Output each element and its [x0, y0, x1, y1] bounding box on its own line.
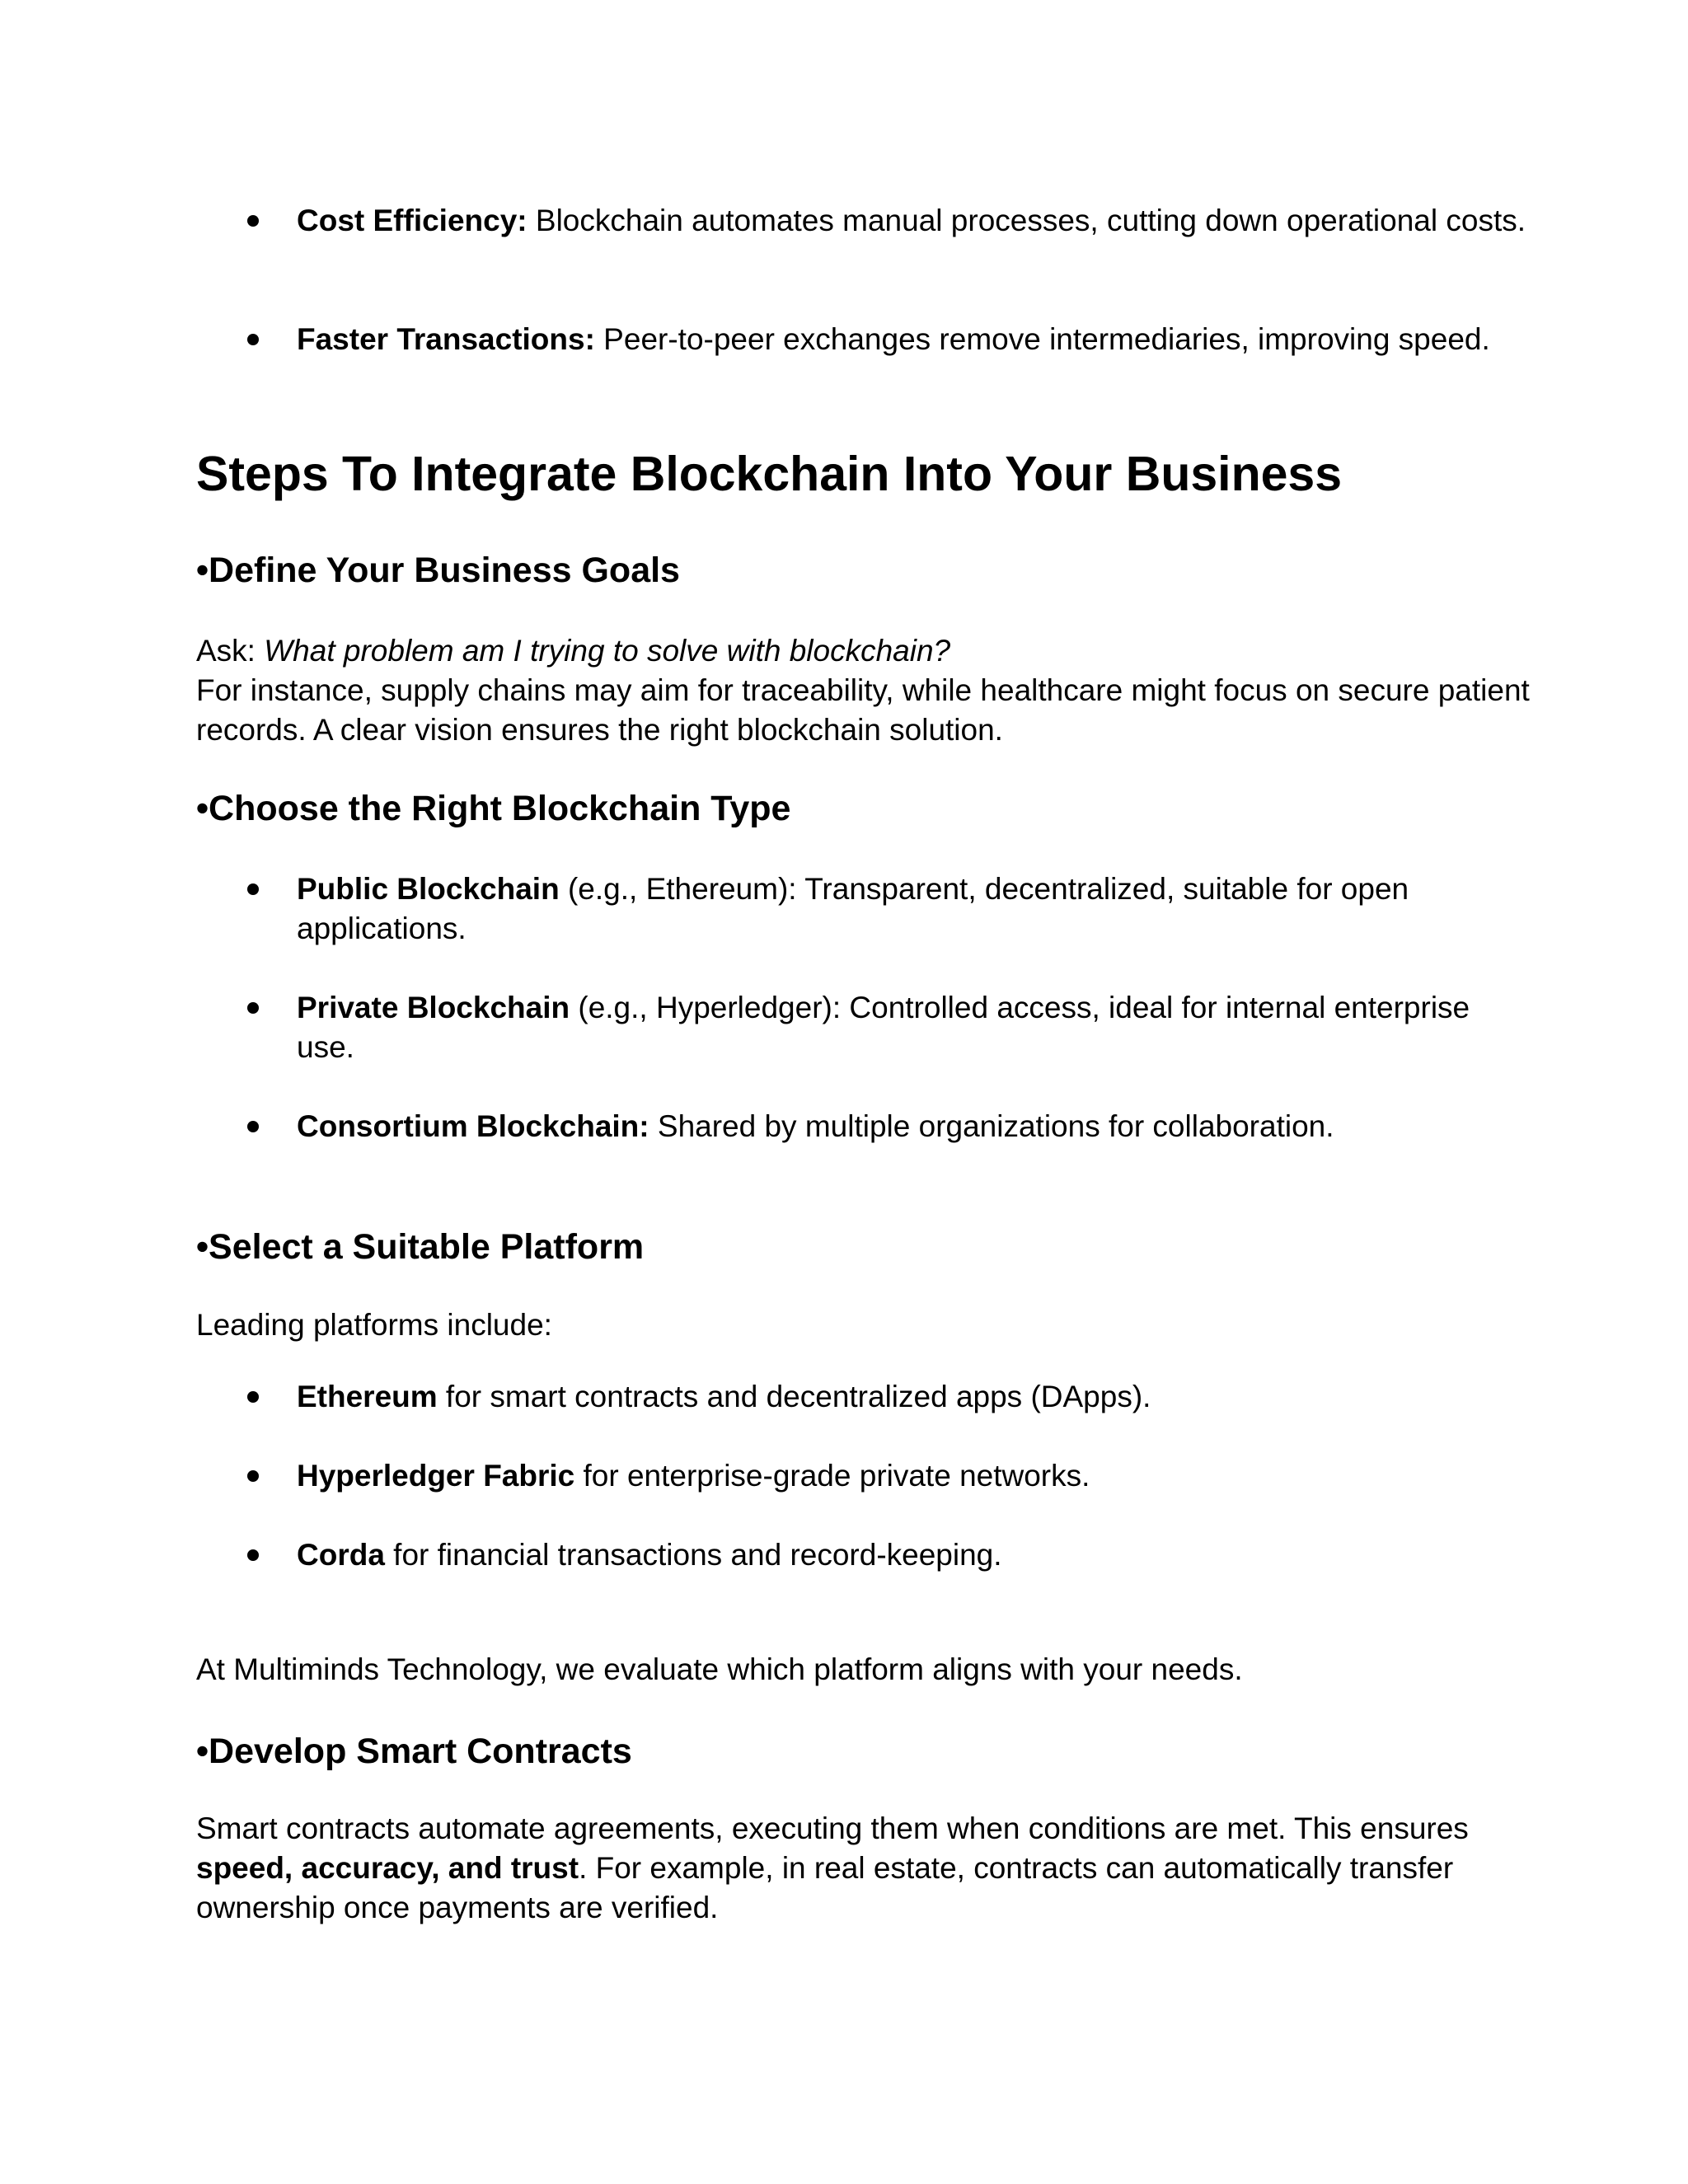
- list-item-text: Cost Efficiency: Blockchain automates manual processes, cutting down operational costs.: [297, 204, 1526, 237]
- list-item-text: Ethereum for smart contracts and decentralized apps (DApps).: [297, 1380, 1151, 1413]
- list-item-text: Private Blockchain (e.g., Hyperledger): Controlled access, ideal for internal enterprise use.: [297, 991, 1470, 1064]
- section-title-define-goals: •Define Your Business Goals: [196, 551, 680, 590]
- section-title-smart-contracts: •Develop Smart Contracts: [196, 1732, 632, 1771]
- ask-line: Ask: What problem am I trying to solve with blockchain?: [196, 634, 951, 668]
- page-heading: Steps To Integrate Blockchain Into Your Business: [196, 447, 1343, 501]
- bullet-icon: [247, 1391, 259, 1403]
- section-title-blockchain-type: •Choose the Right Blockchain Type: [196, 789, 791, 828]
- bullet-icon: [247, 883, 259, 895]
- paragraph: Leading platforms include:: [196, 1308, 552, 1342]
- list-item-text: Public Blockchain (e.g., Ethereum): Transparent, decentralized, suitable for open applications.: [297, 872, 1409, 945]
- paragraph: Smart contracts automate agreements, executing them when conditions are met. This ensures speed, accuracy, and trust. For example, in real estate, contracts can automatically transfer ownership once payments are verified.: [196, 1811, 1469, 1924]
- paragraph: For instance, supply chains may aim for traceability, while healthcare might focus on secure patient records. A clear vision ensures the right blockchain solution.: [196, 673, 1530, 747]
- list-item-text: Faster Transactions: Peer-to-peer exchanges remove intermediaries, improving speed.: [297, 322, 1490, 356]
- bullet-icon: [247, 215, 259, 227]
- section-title-platform: •Select a Suitable Platform: [196, 1227, 645, 1267]
- bullet-icon: [247, 1470, 259, 1482]
- bullet-icon: [247, 1121, 259, 1132]
- list-item-text: Consortium Blockchain: Shared by multiple organizations for collaboration.: [297, 1109, 1334, 1143]
- paragraph: At Multiminds Technology, we evaluate which platform aligns with your needs.: [196, 1652, 1243, 1686]
- bullet-icon: [247, 1002, 259, 1014]
- bullet-icon: [247, 1549, 259, 1561]
- list-item-text: Hyperledger Fabric for enterprise-grade private networks.: [297, 1459, 1090, 1493]
- list-item-text: Corda for financial transactions and record-keeping.: [297, 1538, 1002, 1572]
- bullet-icon: [247, 334, 259, 345]
